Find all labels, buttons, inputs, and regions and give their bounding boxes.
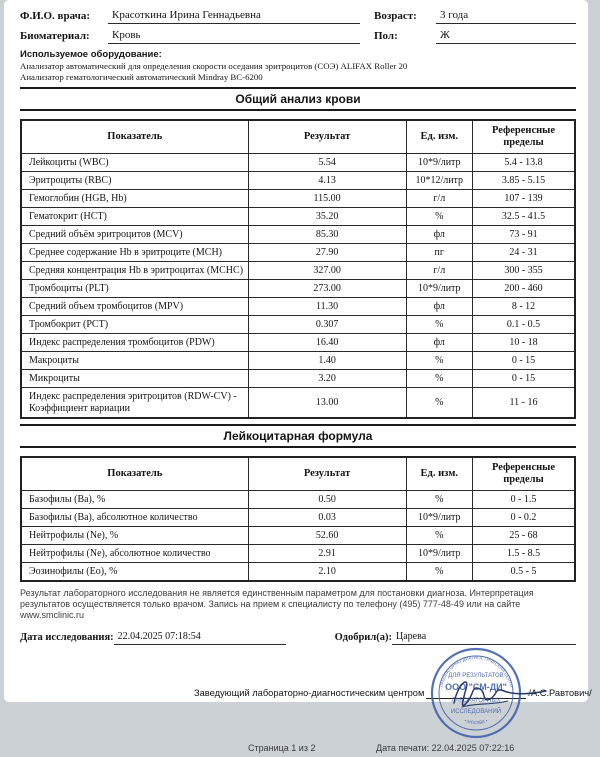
value-cell: % xyxy=(406,370,472,388)
value-cell: 4.13 xyxy=(248,172,406,190)
value-cell: 3.20 xyxy=(248,370,406,388)
value-cell: 0 - 15 xyxy=(472,352,575,370)
print-date: Дата печати: 22.04.2025 07:22:16 xyxy=(376,743,515,753)
value-cell: 16.40 xyxy=(248,334,406,352)
cbc-section-title: Общий анализ крови xyxy=(235,92,361,106)
value-cell: 273.00 xyxy=(248,280,406,298)
value-cell: 35.20 xyxy=(248,208,406,226)
indicator-cell: Тромбоциты (PLT) xyxy=(21,280,248,298)
equipment-line-1: Анализатор автоматический для определения скорости оседания эритроцитов (СОЭ) ALIFAX Roller 20 xyxy=(20,61,408,71)
indicator-cell: Средний объём эритроцитов (MCV) xyxy=(21,226,248,244)
value-cell: 0.5 - 5 xyxy=(472,563,575,582)
value-cell: 27.90 xyxy=(248,244,406,262)
indicator-cell: Среднее содержание Hb в эритроците (MCH) xyxy=(21,244,248,262)
value-cell: г/л xyxy=(406,262,472,280)
column-header-reference: Референсные пределы xyxy=(472,120,575,154)
page-number: Страница 1 из 2 xyxy=(248,743,316,753)
cbc-section-bar xyxy=(20,87,576,111)
value-cell: 0.50 xyxy=(248,491,406,509)
indicator-cell: Гемоглобин (HGB, Hb) xyxy=(21,190,248,208)
doctor-value: Красоткина Ирина Геннадьевна xyxy=(108,8,360,24)
disclaimer-text: Результат лабораторного исследования не является единственным параметром для постановки диагноза. Интерпретация результатов осуществляется только врачом. Запись на прием к специалисту по телефону (495) 777-48-49 или на сайте www.smclinic.ru xyxy=(20,588,534,620)
indicator-cell: Микроциты xyxy=(21,370,248,388)
table-row xyxy=(21,154,575,172)
leukocyte-table xyxy=(20,456,576,582)
value-cell: % xyxy=(406,491,472,509)
value-cell: 200 - 460 xyxy=(472,280,575,298)
value-cell: 13.00 xyxy=(248,388,406,419)
value-cell: 300 - 355 xyxy=(472,262,575,280)
indicator-cell: Средний объем тромбоцитов (MPV) xyxy=(21,298,248,316)
indicator-cell: Средняя концентрация Hb в эритроцитах (MCHC) xyxy=(21,262,248,280)
table-row xyxy=(21,352,575,370)
table-row xyxy=(21,563,575,582)
value-cell: пг xyxy=(406,244,472,262)
column-header-reference: Референсные пределы xyxy=(472,457,575,491)
value-cell: 0 - 15 xyxy=(472,370,575,388)
table-row xyxy=(21,190,575,208)
table-row xyxy=(21,280,575,298)
column-header-units: Ед. изм. xyxy=(406,457,472,491)
value-cell: % xyxy=(406,563,472,582)
value-cell: % xyxy=(406,388,472,419)
value-cell: 24 - 31 xyxy=(472,244,575,262)
indicator-cell: Эозинофилы (Eo), % xyxy=(21,563,248,582)
table-row xyxy=(21,509,575,527)
value-cell: фл xyxy=(406,226,472,244)
value-cell: 10*9/литр xyxy=(406,509,472,527)
value-cell: 2.10 xyxy=(248,563,406,582)
indicator-cell: Индекс распределения эритроцитов (RDW-CV) - Коэффициент вариации xyxy=(21,388,248,419)
table-row xyxy=(21,388,575,419)
age-value: 3 года xyxy=(436,8,576,24)
value-cell: % xyxy=(406,352,472,370)
lab-report-page xyxy=(4,0,592,753)
column-header-result: Результат xyxy=(248,457,406,491)
value-cell: 85.30 xyxy=(248,226,406,244)
table-row xyxy=(21,316,575,334)
biomaterial-label: Биоматериал: xyxy=(20,30,90,42)
value-cell: % xyxy=(406,208,472,226)
stamp-line-1: ДЛЯ РЕЗУЛЬТАТОВ xyxy=(448,673,504,679)
value-cell: 10*9/литр xyxy=(406,545,472,563)
value-cell: 52.60 xyxy=(248,527,406,545)
approved-label: Одобрил(а): xyxy=(334,632,392,643)
value-cell: 5.54 xyxy=(248,154,406,172)
value-cell: 0.1 - 0.5 xyxy=(472,316,575,334)
stamp-arc-top-text: ЛАБОРАТОРНО-ДИАГНОСТИЧЕСКИЙ ЦЕНТР xyxy=(438,654,514,688)
stamp-line-3: ЛАБОРАТОРНЫХ xyxy=(451,698,501,704)
sex-value: Ж xyxy=(436,28,576,44)
indicator-cell: Индекс распределения тромбоцитов (PDW) xyxy=(21,334,248,352)
value-cell: 25 - 68 xyxy=(472,527,575,545)
value-cell: 0 - 1.5 xyxy=(472,491,575,509)
table-row xyxy=(21,545,575,563)
indicator-cell: Гематокрит (HCT) xyxy=(21,208,248,226)
value-cell: 10*12/литр xyxy=(406,172,472,190)
table-row xyxy=(21,370,575,388)
study-date-label: Дата исследования: xyxy=(20,632,114,643)
indicator-cell: Базофилы (Ba), % xyxy=(21,491,248,509)
equipment-block xyxy=(20,48,576,82)
indicator-cell: Макроциты xyxy=(21,352,248,370)
age-label: Возраст: xyxy=(374,10,417,22)
dates-row xyxy=(20,629,576,645)
value-cell: 5.4 - 13.8 xyxy=(472,154,575,172)
equipment-title: Используемое оборудование: xyxy=(20,49,162,60)
indicator-cell: Тромбокрит (PCT) xyxy=(21,316,248,334)
table-row xyxy=(21,172,575,190)
value-cell: % xyxy=(406,316,472,334)
value-cell: 32.5 - 41.5 xyxy=(472,208,575,226)
cbc-header-row xyxy=(21,120,575,154)
table-row xyxy=(21,208,575,226)
column-header-result: Результат xyxy=(248,120,406,154)
value-cell: 10*9/литр xyxy=(406,280,472,298)
value-cell: 107 - 139 xyxy=(472,190,575,208)
indicator-cell: Базофилы (Ba), абсолютное количество xyxy=(21,509,248,527)
signature-zone xyxy=(20,647,592,743)
value-cell: 10*9/литр xyxy=(406,154,472,172)
value-cell: 327.00 xyxy=(248,262,406,280)
table-row xyxy=(21,298,575,316)
value-cell: 0.307 xyxy=(248,316,406,334)
column-header-indicator: Показатель xyxy=(21,120,248,154)
value-cell: 1.40 xyxy=(248,352,406,370)
value-cell: г/л xyxy=(406,190,472,208)
doctor-label: Ф.И.О. врача: xyxy=(20,10,91,22)
column-header-units: Ед. изм. xyxy=(406,120,472,154)
value-cell: 10 - 18 xyxy=(472,334,575,352)
value-cell: % xyxy=(406,527,472,545)
table-row xyxy=(21,262,575,280)
indicator-cell: Нейтрофилы (Ne), абсолютное количество xyxy=(21,545,248,563)
stamp-line-4: ИССЛЕДОВАНИЙ xyxy=(450,709,502,715)
sex-label: Пол: xyxy=(374,30,398,42)
biomaterial-value: Кровь xyxy=(108,28,360,44)
approved-value: Царева xyxy=(392,629,576,645)
biomaterial-sex-row xyxy=(20,28,576,44)
cbc-table xyxy=(20,119,576,419)
value-cell: 11.30 xyxy=(248,298,406,316)
lab-head-signature-name: /А.С.Равтович/ xyxy=(528,688,592,698)
lab-head-label: Заведующий лабораторно-диагностическим центром xyxy=(194,688,425,698)
doctor-age-row xyxy=(20,8,576,24)
page-footer xyxy=(20,743,576,757)
study-date-value: 22.04.2025 07:18:54 xyxy=(114,629,286,645)
value-cell: 0 - 0.2 xyxy=(472,509,575,527)
table-row xyxy=(21,527,575,545)
indicator-cell: Нейтрофилы (Ne), % xyxy=(21,527,248,545)
value-cell: 115.00 xyxy=(248,190,406,208)
value-cell: фл xyxy=(406,334,472,352)
leukocyte-section-bar xyxy=(20,424,576,448)
equipment-line-2: Анализатор гематологический автоматический Mindray BC-6200 xyxy=(20,71,263,82)
stamp-arc-bottom-text: • МОСКВА • xyxy=(463,717,489,726)
handwritten-signature xyxy=(432,663,552,726)
leukocyte-header-row xyxy=(21,457,575,491)
stamp-line-2: ООО "СМ-ДИ" xyxy=(445,682,507,692)
value-cell: 0.03 xyxy=(248,509,406,527)
value-cell: 2.91 xyxy=(248,545,406,563)
value-cell: фл xyxy=(406,298,472,316)
value-cell: 3.85 - 5.15 xyxy=(472,172,575,190)
leukocyte-section-title: Лейкоцитарная формула xyxy=(223,429,373,443)
value-cell: 11 - 16 xyxy=(472,388,575,419)
indicator-cell: Эритроциты (RBC) xyxy=(21,172,248,190)
value-cell: 73 - 91 xyxy=(472,226,575,244)
table-row xyxy=(21,226,575,244)
indicator-cell: Лейкоциты (WBC) xyxy=(21,154,248,172)
value-cell: 1.5 - 8.5 xyxy=(472,545,575,563)
column-header-indicator: Показатель xyxy=(21,457,248,491)
table-row xyxy=(21,491,575,509)
table-row xyxy=(21,334,575,352)
table-row xyxy=(21,244,575,262)
value-cell: 8 - 12 xyxy=(472,298,575,316)
